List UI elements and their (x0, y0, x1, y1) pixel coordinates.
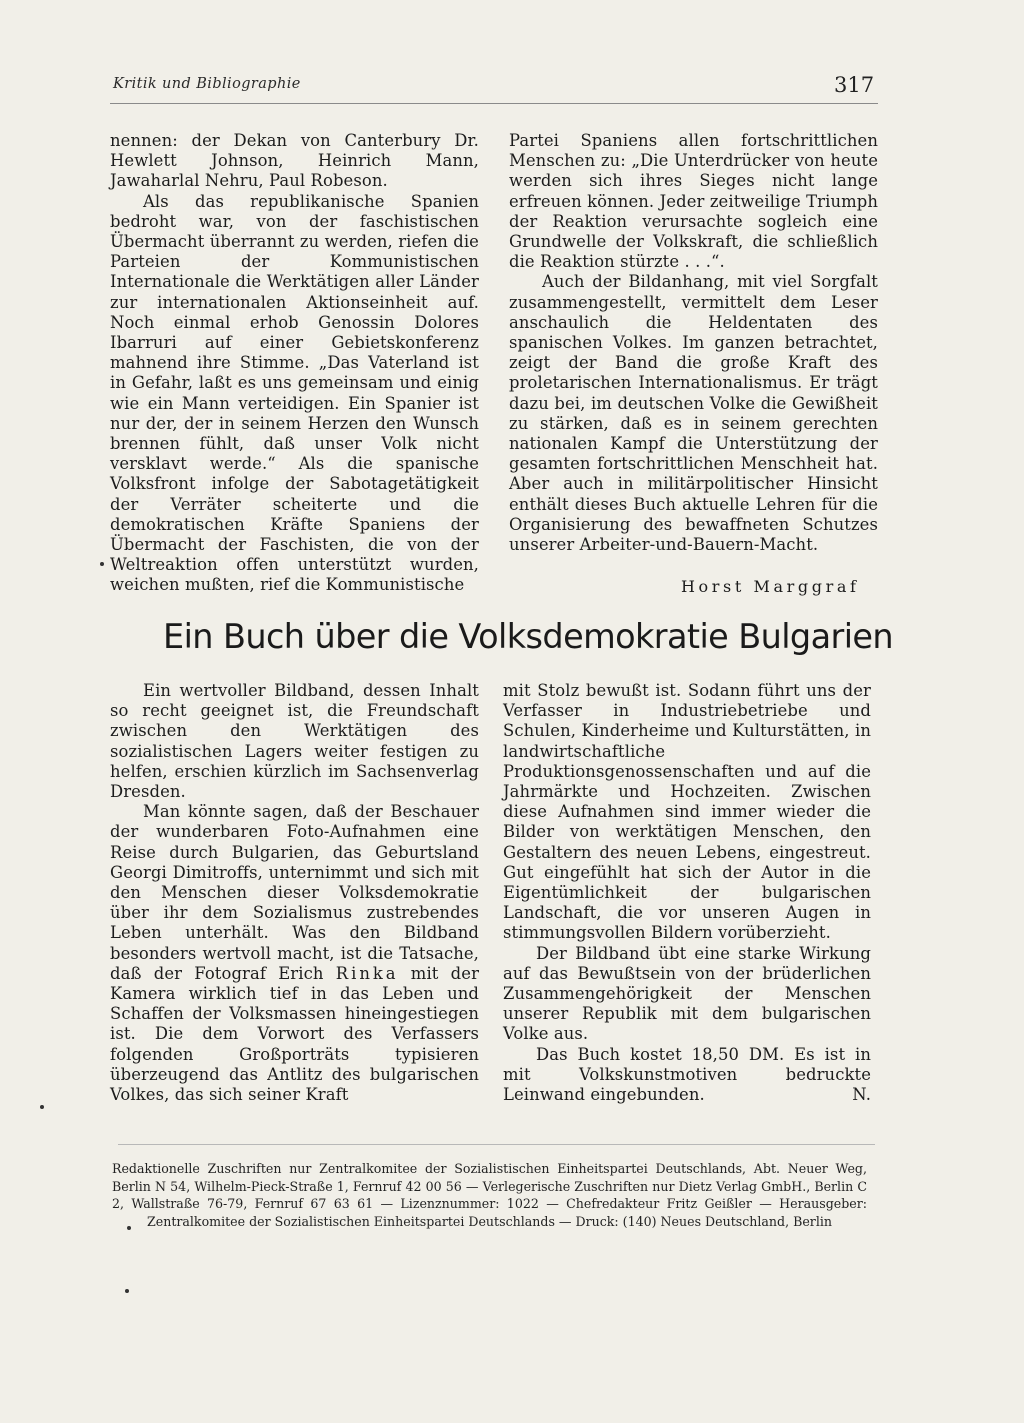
article-title: Ein Buch über die Volksdemokratie Bulgarien (163, 617, 894, 656)
author-initial: N. (852, 1085, 871, 1105)
paragraph: Ein wertvoller Bildband, dessen Inhalt so recht geeignet ist, die Freundschaft zwischen den Werktätigen des sozialistischen Lagers weiter festigen zu helfen, erschien kürzlich im Sachsenverlag Dresden. (110, 681, 479, 802)
paragraph-text: Man könnte sagen, daß der Beschauer der wunderbaren Foto-Aufnahmen eine Reise durch Bulgarien, das Geburtsland Georgi Dimitroffs, unternimmt und sich mit den Menschen dieser Volksdemokratie über ihr dem Sozialismus zustrebendes Leben unterhält. Was den Bildband besonders wertvoll macht, ist die Tatsache, daß der Fotograf Erich (110, 802, 479, 983)
paragraph: Der Bildband übt eine starke Wirkung auf das Bewußtsein von der brüderlichen Zusammengehörigkeit der Menschen unserer Republik mit dem bulgarischen Volke aus. (503, 943, 871, 1044)
review2-column-right (503, 681, 871, 1105)
scan-speck (100, 562, 104, 566)
page-number: 317 (834, 73, 875, 97)
scan-speck (40, 1105, 44, 1109)
running-title: Kritik und Bibliographie (113, 76, 301, 92)
review1-column-right (509, 131, 878, 555)
photographer-name: Rinka (335, 963, 399, 983)
header-rule (110, 103, 878, 104)
review1-column-left (110, 131, 479, 596)
paragraph-text: Das Buch kostet 18,50 DM. Es ist in mit Volkskunstmotiven bedruckte Leinwand eingebunden. (503, 1044, 871, 1105)
scan-speck (125, 1289, 129, 1293)
paragraph: Auch der Bildanhang, mit viel Sorgfalt zusammengestellt, vermittelt dem Leser anschaulich die Heldentaten des spanischen Volkes. Im ganzen betrachtet, zeigt der Band die große Kraft des proletarischen Internationalismus. Er trägt dazu bei, im deutschen Volke die Gewißheit zu stärken, daß es in seinem gerechten nationalen Kampf die Unterstützung der gesamten fortschrittlichen Menschheit hat. Aber auch in militärpolitischer Hinsicht enthält dieses Buch aktuelle Lehren für die Organisierung des bewaffneten Schutzes unserer Arbeiter-und-Bauern-Macht. (509, 272, 878, 555)
paragraph: mit Stolz bewußt ist. Sodann führt uns der Verfasser in Industriebetriebe und Schulen, Kinderheime und Kulturstätten, in landwirtschaftliche Produktionsgenossenschaften und auf die Jahrmärkte und Hochzeiten. Zwischen diese Aufnahmen sind immer wieder die Bilder von werktätigen Menschen, den Gestaltern des neuen Lebens, eingestreut. Gut eingefühlt hat sich der Autor in die Eigentümlichkeit der bulgarischen Landschaft, die vor unseren Augen in stimmungsvollen Bildern vorüberzieht. (503, 681, 871, 943)
author-signature: Horst Marggraf (681, 577, 860, 596)
paragraph-text: mit der Kamera wirklich tief in das Leben und Schaffen der Volksmassen hineingestiegen ist. Die dem Vorwort des Verfassers folgenden Großporträts typisieren überzeugend das Antlitz des bulgarischen Volkes, das sich seiner Kraft (110, 963, 480, 1105)
imprint-footer: Redaktionelle Zuschriften nur Zentralkomitee der Sozialistischen Einheitspartei Deutschlands, Abt. Neuer Weg, Berlin N 54, Wilhelm-Pieck-Straße 1, Fernruf 42 00 56 — Verlegerische Zuschriften nur Dietz Verlag GmbH., Berlin C 2, Wallstraße 76-79, Fernruf 67 63 61 — Lizenznummer: 1022 — Chefredakteur Fritz Geißler — Herausgeber: Zentralkomitee der Sozialistischen Einheitspartei Deutschlands — Druck: (140) Neues Deutschland, Berlin (112, 1161, 867, 1229)
paragraph (503, 1045, 871, 1106)
paragraph: Als das republikanische Spanien bedroht war, von der faschistischen Übermacht überrannt zu werden, riefen die Parteien der Kommunistischen Internationale die Werktätigen aller Länder zur internationalen Aktionseinheit auf. Noch einmal erhob Genossin Dolores Ibarruri auf einer Gebietskonferenz mahnend ihre Stimme. „Das Vaterland ist in Gefahr, laßt es uns gemeinsam und einig wie ein Mann verteidigen. Ein Spanier ist nur der, der in seinem Herzen den Wunsch brennen fühlt, daß unser Volk nicht versklavt werde.“ Als die spanische Volksfront infolge der Sabotagetätigkeit der Verräter scheiterte und die demokratischen Kräfte Spaniens der Übermacht der Faschisten, die von der Weltreaktion offen unterstützt wurden, weichen mußten, rief die Kommunistische (110, 191, 479, 595)
scan-speck (127, 1226, 131, 1230)
paragraph (110, 802, 479, 1105)
paragraph: Partei Spaniens allen fortschrittlichen Menschen zu: „Die Unterdrücker von heute werden sich ihres Sieges nicht lange erfreuen können. Jeder zeitweilige Triumph der Reaktion verursachte sogleich eine Grundwelle der Volkskraft, die schließlich die Reaktion stürzte . . .“. (509, 131, 878, 272)
paragraph: nennen: der Dekan von Canterbury Dr. Hewlett Johnson, Heinrich Mann, Jawaharlal Nehru, Paul Robeson. (110, 131, 479, 191)
footer-rule (118, 1144, 875, 1145)
review2-column-left (110, 681, 479, 1105)
